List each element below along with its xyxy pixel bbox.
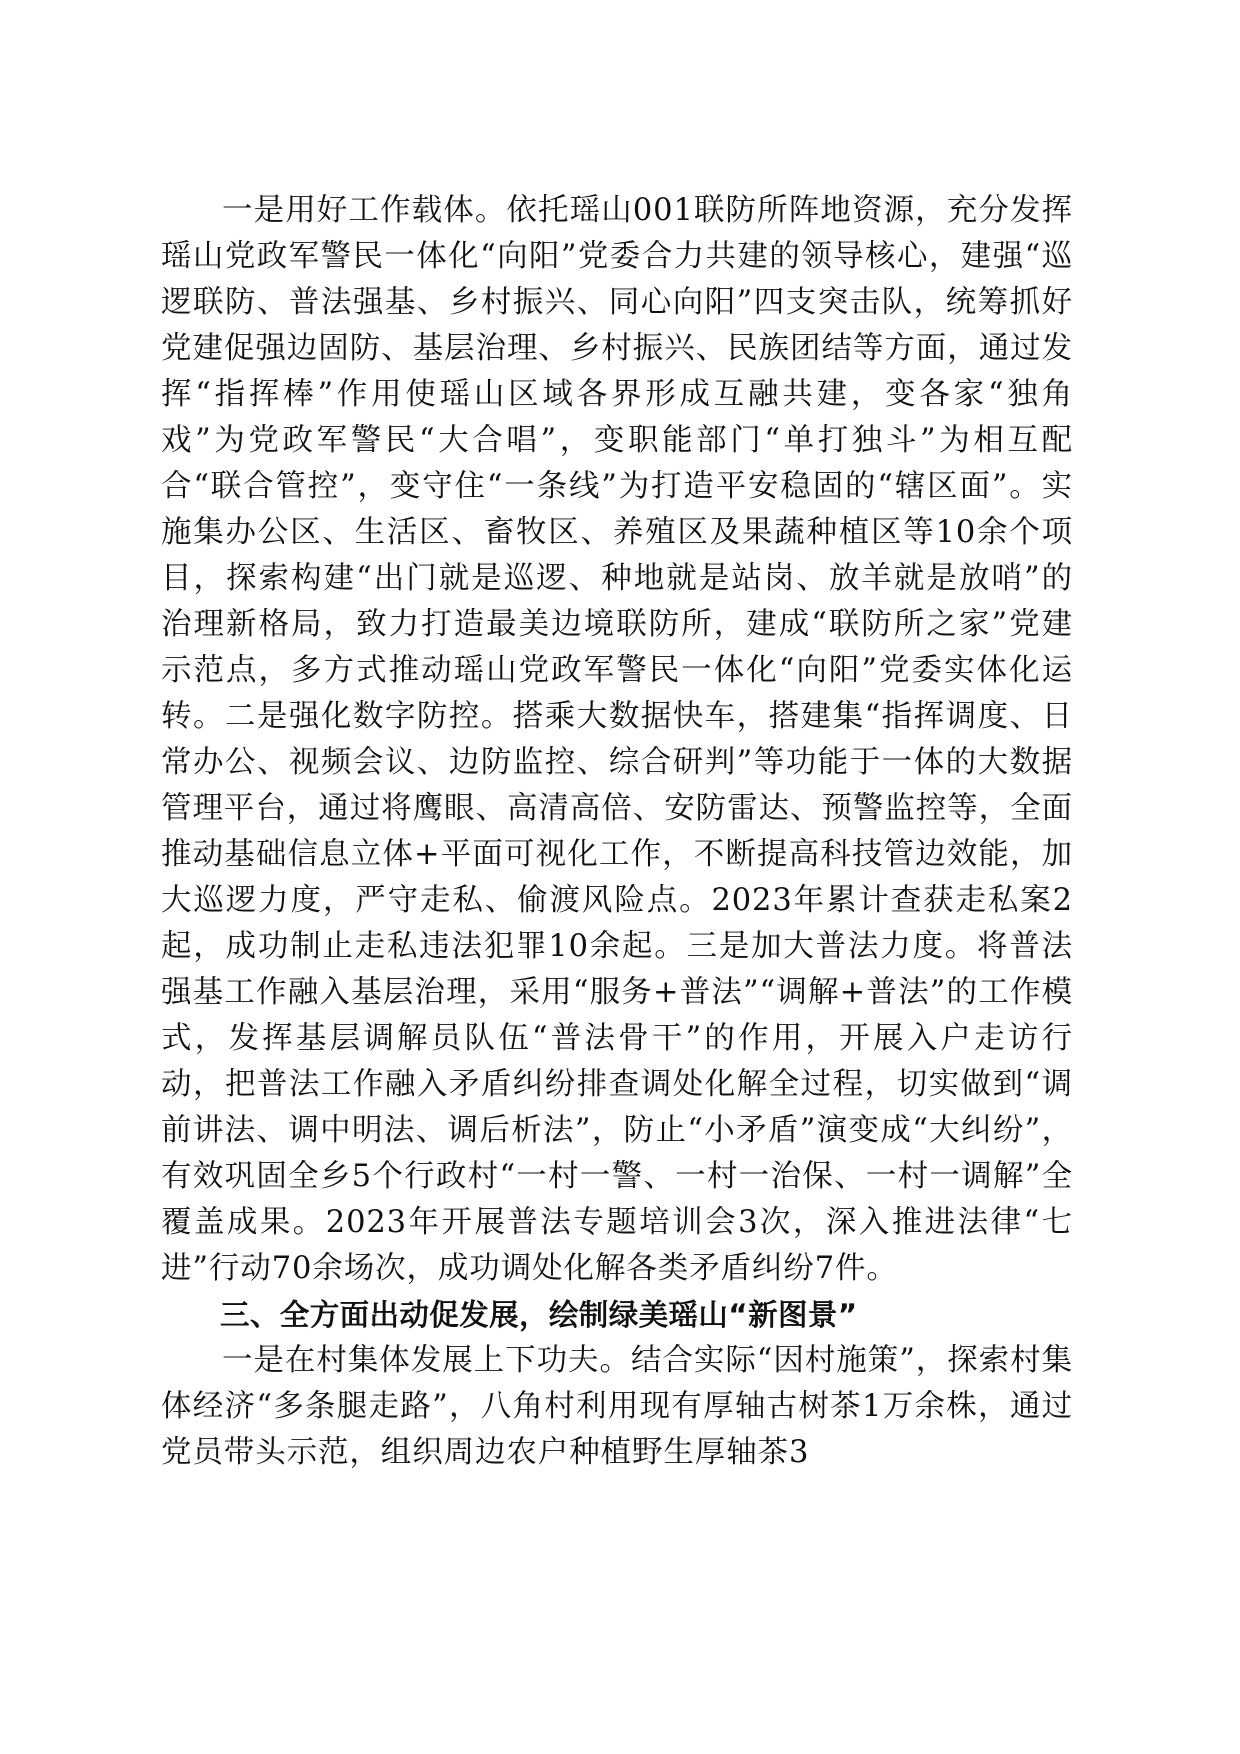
body-paragraph-village-collective: 一是在村集体发展上下功夫。结合实际“因村施策”，探索村集体经济“多条腿走路”，八角村利用现有厚轴古树茶1万余株，通过党员带头示范，组织周边农户种植野生厚轴茶3 <box>161 1343 1073 1470</box>
document-body <box>161 188 1073 1476</box>
body-paragraph-work-carrier: 一是用好工作载体。依托瑶山001联防所阵地资源，充分发挥瑶山党政军警民一体化“向阳”党委合力共建的领导核心，建强“巡逻联防、普法强基、乡村振兴、同心向阳”四支突击队，统筹抓好党建促强边固防、基层治理、乡村振兴、民族团结等方面，通过发挥“指挥棒”作用使瑶山区域各界形成互融共建，变各家“独角戏”为党政军警民“大合唱”，变职能部门“单打独斗”为相互配合“联合管控”，变守住“一条线”为打造平安稳固的“辖区面”。实施集办公区、生活区、畜牧区、养殖区及果蔬种植区等10余个项目，探索构建“出门就是巡逻、种地就是站岗、放羊就是放哨”的治理新格局，致力打造最美边境联防所，建成“联防所之家”党建示范点，多方式推动瑶山党政军警民一体化“向阳”党委实体化运转。二是强化数字防控。搭乘大数据快车，搭建集“指挥调度、日常办公、视频会议、边防监控、综合研判”等功能于一体的大数据管理平台，通过将鹰眼、高清高倍、安防雷达、预警监控等，全面推动基础信息立体+平面可视化工作，不断提高科技管边效能，加大巡逻力度，严守走私、偷渡风险点。2023年累计查获走私案2起，成功制止走私违法犯罪10余起。三是加大普法力度。将普法强基工作融入基层治理，采用“服务+普法”“调解+普法”的工作模式，发挥基层调解员队伍“普法骨干”的作用，开展入户走访行动，把普法工作融入矛盾纠纷排查调处化解全过程，切实做到“调前讲法、调中明法、调后析法”，防止“小矛盾”演变成“大纠纷”，有效巩固全乡5个行政村“一村一警、一村一治保、一村一调解”全覆盖成果。2023年开展普法专题培训会3次，深入推进法律“七进”行动70余场次，成功调处化解各类矛盾纠纷7件。 <box>161 193 1073 1286</box>
section-heading-three: 三、全方面出动促发展，绘制绿美瑶山“新图景” <box>220 1298 858 1332</box>
